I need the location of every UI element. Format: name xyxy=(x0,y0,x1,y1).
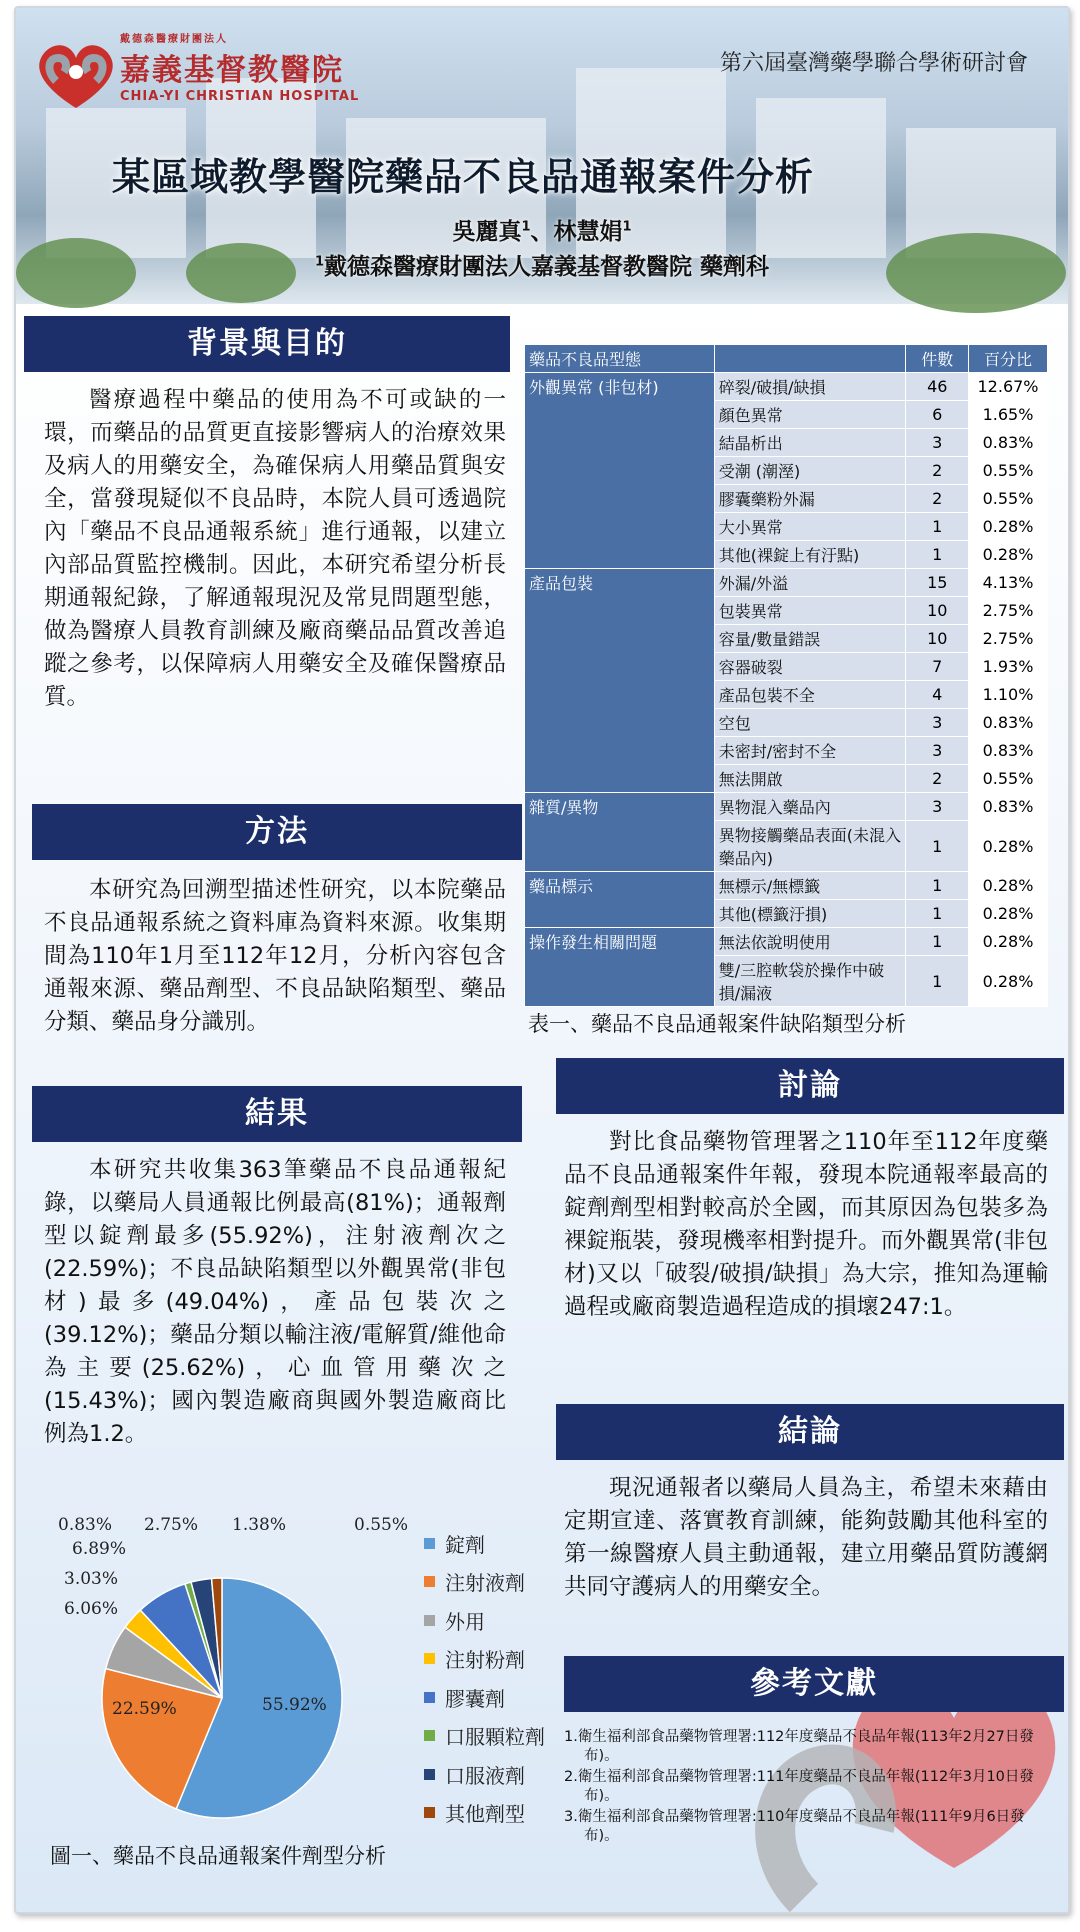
logo-small-text: 戴德森醫療財團法人 xyxy=(120,34,228,45)
defect-percent-cell: 0.83% xyxy=(969,709,1048,737)
defect-percent-cell: 2.75% xyxy=(969,597,1048,625)
legend-swatch xyxy=(424,1769,435,1780)
defect-category-cell: 藥品標示 xyxy=(525,872,715,928)
logo-english-name: CHIA-YI CHRISTIAN HOSPITAL xyxy=(120,89,360,104)
defect-subtype-cell: 包裝異常 xyxy=(714,597,906,625)
defect-percent-cell: 0.28% xyxy=(969,872,1048,900)
defect-percent-cell: 0.28% xyxy=(969,956,1048,1007)
table-row xyxy=(525,928,1048,956)
pie-data-label: 3.03% xyxy=(64,1569,119,1589)
defect-count-cell: 7 xyxy=(906,653,969,681)
defect-subtype-cell: 受潮 (潮溼) xyxy=(714,457,906,485)
legend-label: 其他劑型 xyxy=(445,1802,525,1827)
defect-percent-cell: 0.28% xyxy=(969,513,1048,541)
defect-subtype-cell: 容器破裂 xyxy=(714,653,906,681)
method-text: 本研究為回溯型描述性研究，以本院藥品不良品通報系統之資料庫為資料來源。收集期間為110年1月至112年12月，分析內容包含通報來源、藥品劑型、不良品缺陷類型、藥品分類、藥品身分識別。 xyxy=(44,877,506,1035)
legend-item xyxy=(424,1717,545,1756)
legend-item xyxy=(424,1794,545,1833)
defect-category-cell: 操作發生相關問題 xyxy=(525,928,715,1007)
results-text: 本研究共收集363筆藥品不良品通報紀錄，以藥局人員通報比例最高(81%)；通報劑型以錠劑最多(55.92%)，注射液劑次之(22.59%)；不良品缺陷類型以外觀異常(非包材)最多(49.04%)，產品包裝次之(39.12%)；藥品分類以輸注液/電解質/維他命為主要(25.62%)，心血管用藥次之(15.43%)；國內製造廠商與國外製造廠商比例為1.2。 xyxy=(44,1157,506,1447)
pie-data-label: 0.55% xyxy=(354,1515,409,1535)
legend-label: 注射粉劑 xyxy=(445,1648,525,1673)
defect-percent-cell: 0.83% xyxy=(969,737,1048,765)
defect-count-cell: 1 xyxy=(906,541,969,569)
reference-item: 1.衛生福利部食品藥物管理署:112年度藥品不良品年報(113年2月27日發布)。 xyxy=(564,1729,1034,1764)
defect-count-cell: 1 xyxy=(906,821,969,872)
background-text: 醫療過程中藥品的使用為不可或缺的一環，而藥品的品質更直接影響病人的治療效果及病人的用藥安全，為確保病人用藥品質與安全，當發現疑似不良品時，本院人員可透過院內「藥品不良品通報系統」進行通報，以建立內部品質監控機制。因此，本研究希望分析長期通報紀錄，了解通報現況及常見問題型態，做為醫療人員教育訓練及廠商藥品品質改善追蹤之參考，以保障病人用藥安全及確保醫療品質。 xyxy=(44,387,506,710)
defect-percent-cell: 2.75% xyxy=(969,625,1048,653)
defect-percent-cell: 12.67% xyxy=(969,373,1048,401)
hospital-logo-icon xyxy=(26,36,126,116)
table-row xyxy=(525,373,1048,401)
defect-count-cell: 3 xyxy=(906,429,969,457)
defect-subtype-cell: 碎裂/破損/缺損 xyxy=(714,373,906,401)
logo-chinese-name: 嘉義基督教醫院 xyxy=(120,53,344,88)
section-heading-conclusion: 結論 xyxy=(556,1404,1064,1460)
section-heading-method: 方法 xyxy=(32,804,522,860)
defect-subtype-cell: 空包 xyxy=(714,709,906,737)
section-heading-background: 背景與目的 xyxy=(24,316,510,372)
defect-percent-cell: 4.13% xyxy=(969,569,1048,597)
defect-count-cell: 3 xyxy=(906,709,969,737)
defect-count-cell: 1 xyxy=(906,872,969,900)
legend-swatch xyxy=(424,1653,435,1664)
legend-label: 注射液劑 xyxy=(445,1571,525,1596)
legend-swatch xyxy=(424,1615,435,1626)
references-list xyxy=(564,1728,1054,1848)
defect-count-cell: 1 xyxy=(906,956,969,1007)
defect-subtype-cell: 產品包裝不全 xyxy=(714,681,906,709)
defect-category-cell: 雜質/異物 xyxy=(525,793,715,872)
author-separator: 、 xyxy=(530,219,554,245)
table-row xyxy=(525,872,1048,900)
affiliation-text: 戴德森醫療財團法人嘉義基督教醫院 藥劑科 xyxy=(324,254,770,280)
legend-swatch xyxy=(424,1692,435,1703)
conclusion-text: 現況通報者以藥局人員為主，希望未來藉由定期宣達、落實教育訓練，能夠鼓勵其他科室的第一線醫療人員主動通報，建立用藥品質防護網共同守護病人的用藥安全。 xyxy=(564,1475,1048,1600)
defect-subtype-cell: 外漏/外溢 xyxy=(714,569,906,597)
pie-chart-legend xyxy=(424,1524,545,1832)
defect-count-cell: 6 xyxy=(906,401,969,429)
legend-item xyxy=(424,1755,545,1794)
defect-percent-cell: 1.65% xyxy=(969,401,1048,429)
legend-item xyxy=(424,1563,545,1602)
defect-count-cell: 4 xyxy=(906,681,969,709)
legend-label: 外用 xyxy=(445,1609,485,1634)
legend-label: 膠囊劑 xyxy=(445,1686,505,1711)
affiliation-sup: 1 xyxy=(314,254,325,270)
defect-subtype-cell: 雙/三腔軟袋於操作中破損/漏液 xyxy=(714,956,906,1007)
defect-subtype-cell: 無法開啟 xyxy=(714,765,906,793)
pie-data-label: 0.83% xyxy=(58,1515,113,1535)
pie-data-label: 1.38% xyxy=(232,1515,287,1535)
defect-subtype-cell: 未密封/密封不全 xyxy=(714,737,906,765)
defect-count-cell: 2 xyxy=(906,457,969,485)
defect-subtype-cell: 結晶析出 xyxy=(714,429,906,457)
defect-type-table xyxy=(524,344,1048,1007)
defect-category-cell: 產品包裝 xyxy=(525,569,715,793)
legend-label: 口服液劑 xyxy=(445,1763,525,1788)
defect-subtype-cell: 無法依說明使用 xyxy=(714,928,906,956)
legend-swatch xyxy=(424,1576,435,1587)
author-1-sup: 1 xyxy=(521,219,531,235)
defect-percent-cell: 0.55% xyxy=(969,765,1048,793)
author-2: 林慧娟 xyxy=(553,219,623,245)
section-heading-results: 結果 xyxy=(32,1086,522,1142)
table-header-type: 藥品不良品型態 xyxy=(525,345,715,373)
defect-count-cell: 3 xyxy=(906,793,969,821)
defect-subtype-cell: 大小異常 xyxy=(714,513,906,541)
affiliation xyxy=(16,248,1068,281)
defect-subtype-cell: 其他(裸錠上有汙點) xyxy=(714,541,906,569)
hospital-logo-text xyxy=(120,30,359,104)
table-header-count: 件數 xyxy=(906,345,969,373)
author-2-sup: 1 xyxy=(622,219,632,235)
legend-item xyxy=(424,1601,545,1640)
defect-percent-cell: 0.55% xyxy=(969,485,1048,513)
defect-subtype-cell: 無標示/無標籤 xyxy=(714,872,906,900)
table-header-sub xyxy=(714,345,906,373)
reference-item: 2.衛生福利部食品藥物管理署:111年度藥品不良品年報(112年3月10日發布)。 xyxy=(564,1769,1034,1804)
discussion-text: 對比食品藥物管理署之110年至112年度藥品不良品通報案件年報，發現本院通報率最高的錠劑劑型相對較高於全國，而其原因為包裝多為裸錠瓶裝，發現機率相對提升。而外觀異常(非包材)又以「破裂/破損/缺損」為大宗，推知為運輸過程或廠商製造過程造成的損壞247:1。 xyxy=(564,1129,1048,1320)
defect-subtype-cell: 顏色異常 xyxy=(714,401,906,429)
defect-count-cell: 10 xyxy=(906,597,969,625)
defect-count-cell: 1 xyxy=(906,928,969,956)
legend-label: 錠劑 xyxy=(445,1532,485,1557)
defect-count-cell: 1 xyxy=(906,900,969,928)
figure-caption: 圖一、藥品不良品通報案件劑型分析 xyxy=(50,1844,386,1868)
reference-item: 3.衛生福利部食品藥物管理署:110年度藥品不良品年報(111年9月6日發布)。 xyxy=(564,1809,1025,1844)
poster-header xyxy=(16,8,1068,304)
defect-percent-cell: 1.10% xyxy=(969,681,1048,709)
defect-percent-cell: 0.28% xyxy=(969,821,1048,872)
defect-count-cell: 2 xyxy=(906,765,969,793)
authors xyxy=(16,213,1068,246)
defect-subtype-cell: 異物混入藥品內 xyxy=(714,793,906,821)
pie-data-label: 6.06% xyxy=(64,1599,119,1619)
pie-data-label: 55.92% xyxy=(262,1695,327,1715)
defect-percent-cell: 0.28% xyxy=(969,900,1048,928)
defect-count-cell: 3 xyxy=(906,737,969,765)
conference-name: 第六屆臺灣藥學聯合學術研討會 xyxy=(719,51,1028,76)
defect-subtype-cell: 膠囊藥粉外漏 xyxy=(714,485,906,513)
defect-count-cell: 10 xyxy=(906,625,969,653)
poster xyxy=(14,6,1070,1914)
defect-percent-cell: 0.55% xyxy=(969,457,1048,485)
poster-title: 某區域教學醫院藥品不良品通報案件分析 xyxy=(112,155,815,199)
legend-swatch xyxy=(424,1807,435,1818)
defect-category-cell: 外觀異常 (非包材) xyxy=(525,373,715,569)
table-row xyxy=(525,569,1048,597)
table-header-percent: 百分比 xyxy=(969,345,1048,373)
defect-count-cell: 2 xyxy=(906,485,969,513)
legend-item xyxy=(424,1640,545,1679)
defect-percent-cell: 0.83% xyxy=(969,793,1048,821)
legend-item xyxy=(424,1524,545,1563)
legend-swatch xyxy=(424,1730,435,1741)
defect-subtype-cell: 其他(標籤汙損) xyxy=(714,900,906,928)
defect-count-cell: 1 xyxy=(906,513,969,541)
defect-percent-cell: 0.28% xyxy=(969,928,1048,956)
pie-data-label: 6.89% xyxy=(72,1539,127,1559)
legend-swatch xyxy=(424,1538,435,1549)
section-heading-discussion: 討論 xyxy=(556,1058,1064,1114)
legend-label: 口服顆粒劑 xyxy=(445,1725,545,1750)
defect-percent-cell: 0.83% xyxy=(969,429,1048,457)
defect-subtype-cell: 容量/數量錯誤 xyxy=(714,625,906,653)
pie-data-label: 22.59% xyxy=(112,1699,177,1719)
defect-percent-cell: 1.93% xyxy=(969,653,1048,681)
defect-count-cell: 15 xyxy=(906,569,969,597)
pie-data-label: 2.75% xyxy=(144,1515,199,1535)
table-row xyxy=(525,793,1048,821)
table-header-row xyxy=(525,345,1048,373)
section-heading-references: 參考文獻 xyxy=(564,1656,1064,1712)
defect-subtype-cell: 異物接觸藥品表面(未混入藥品內) xyxy=(714,821,906,872)
defect-percent-cell: 0.28% xyxy=(969,541,1048,569)
defect-count-cell: 46 xyxy=(906,373,969,401)
table-caption: 表一、藥品不良品通報案件缺陷類型分析 xyxy=(528,1012,906,1036)
legend-item xyxy=(424,1678,545,1717)
author-1: 吳麗真 xyxy=(452,219,522,245)
